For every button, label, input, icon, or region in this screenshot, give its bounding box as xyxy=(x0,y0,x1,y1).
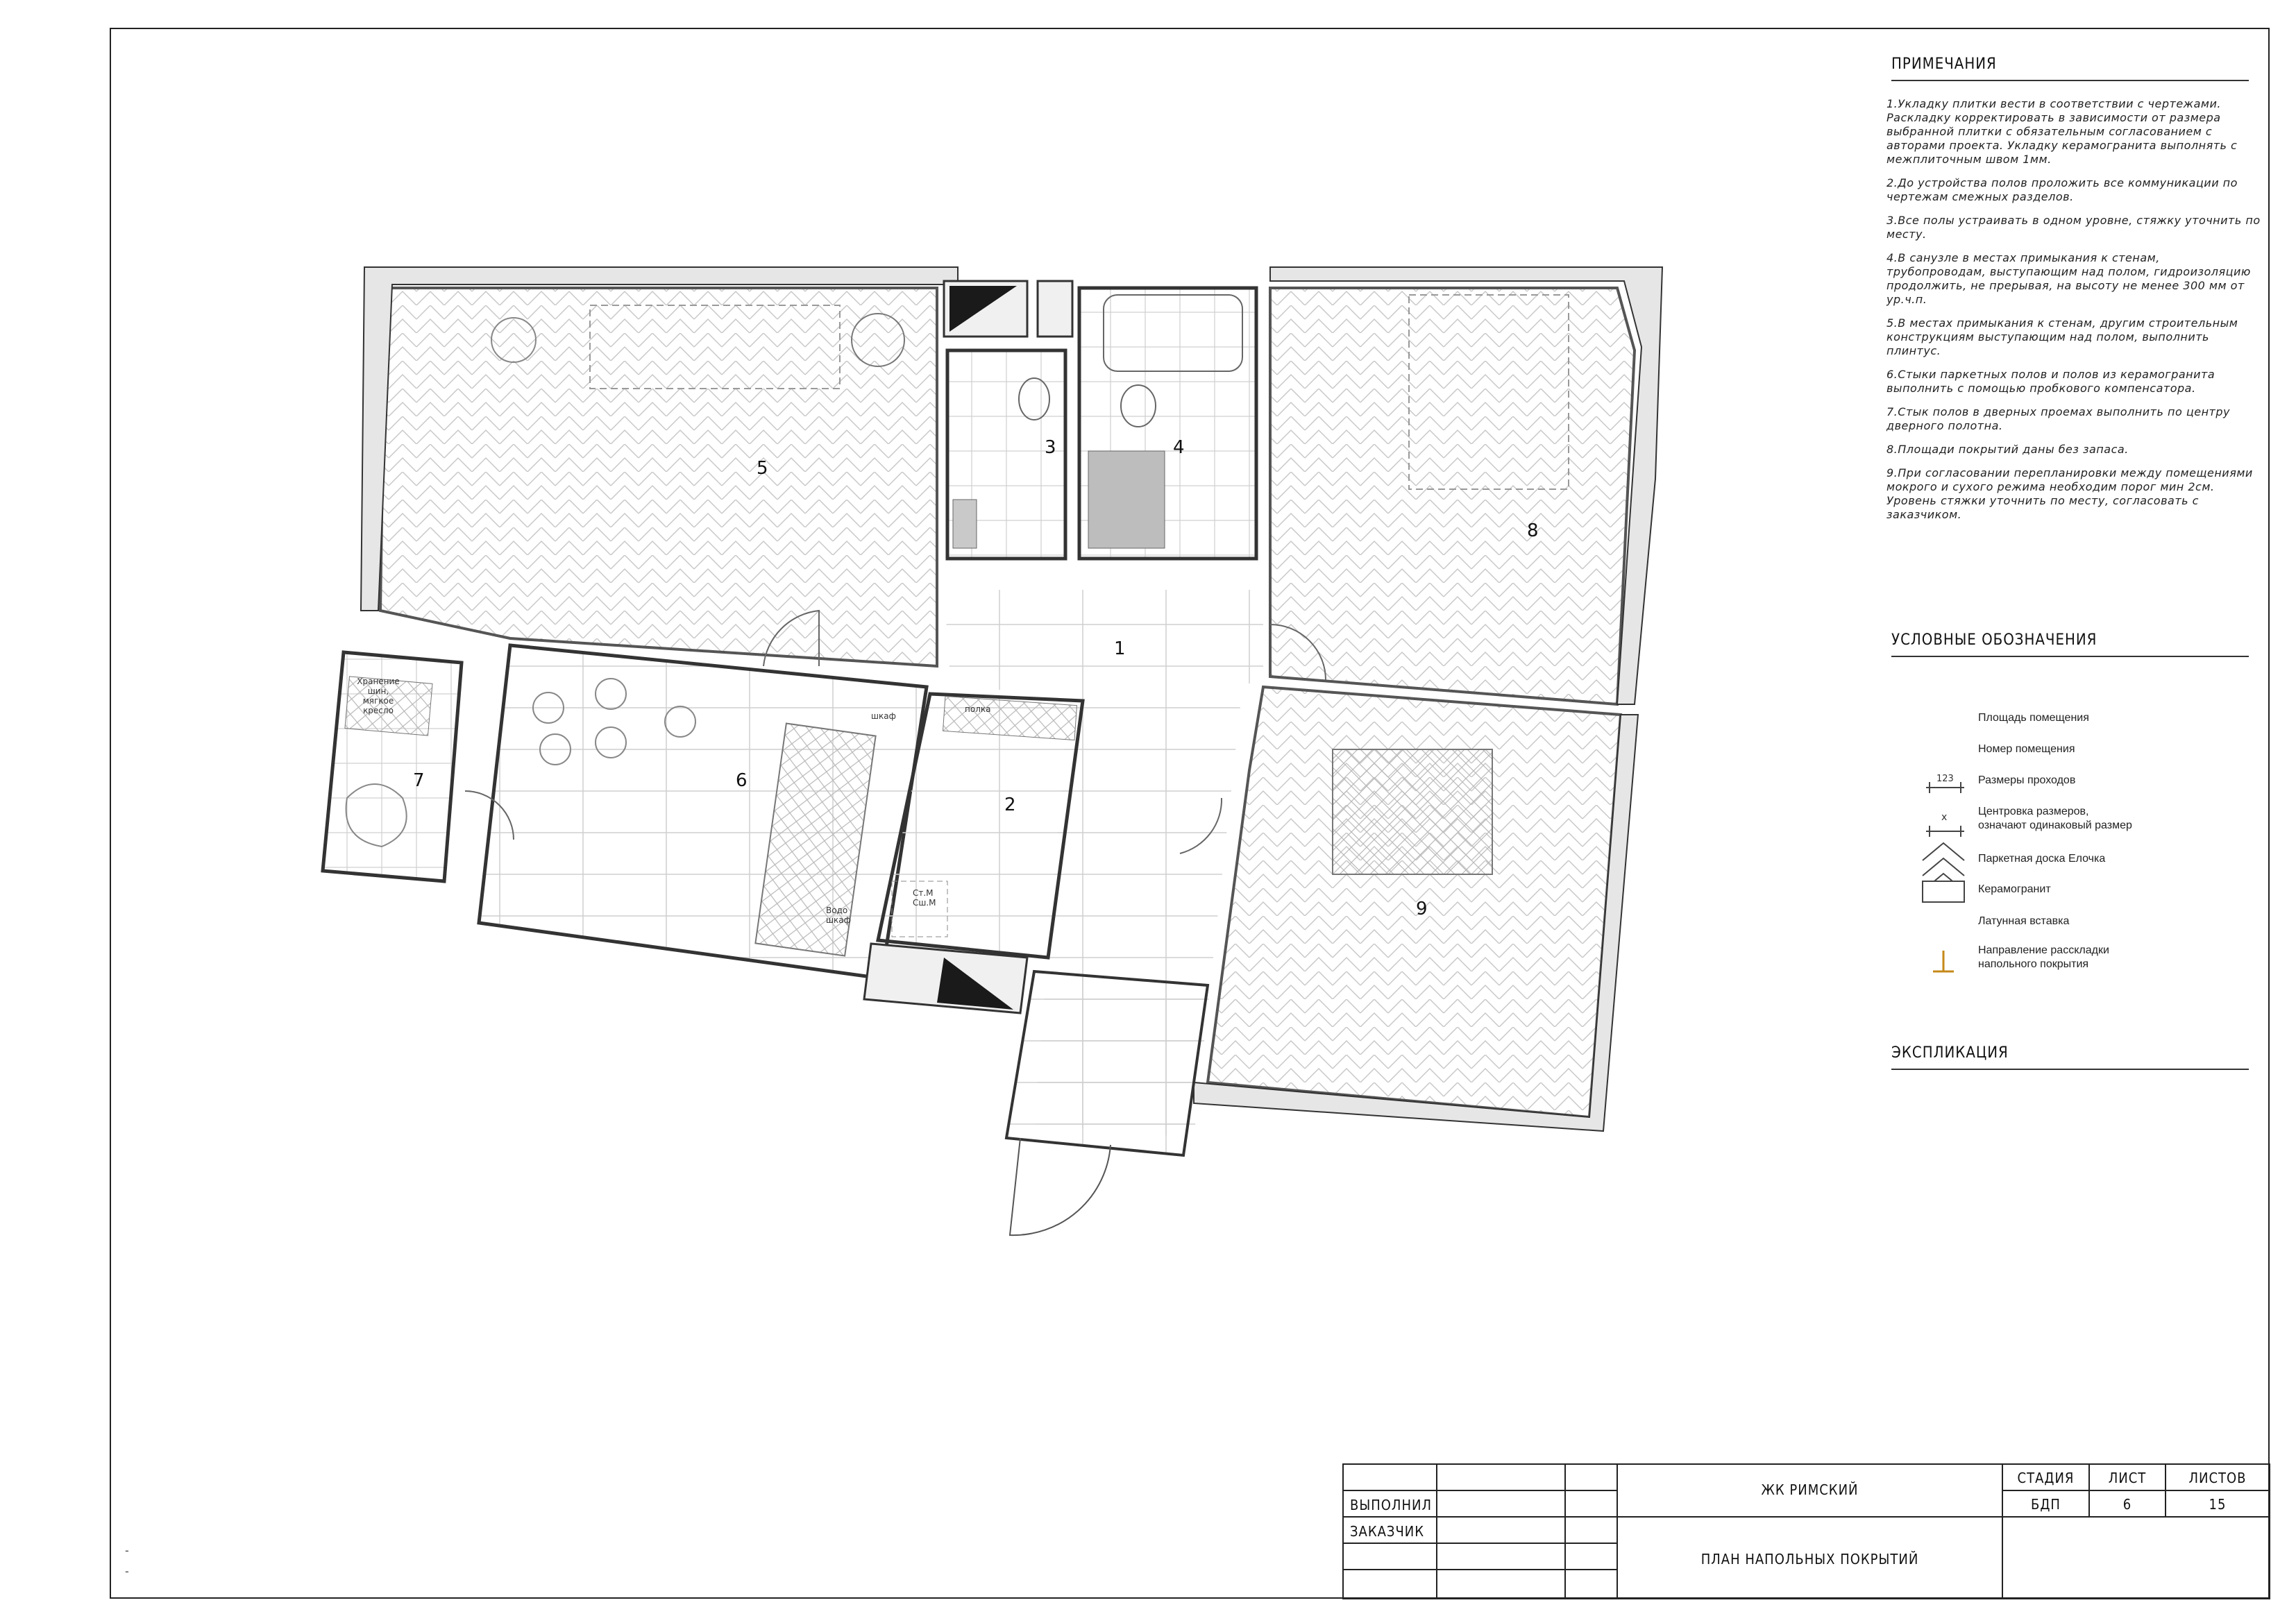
washer-label xyxy=(913,888,936,908)
waterbox-label-2: шкаф xyxy=(826,915,851,925)
storage-label-4: кресло xyxy=(363,706,394,715)
room-number-4: 4 xyxy=(1173,437,1185,458)
legend-parquet: Паркетная доска Елочка xyxy=(1978,853,2106,865)
legend-number: Номер помещения xyxy=(1978,743,2075,755)
washer-label-2: Сш.М xyxy=(913,898,936,908)
legend-centering xyxy=(1978,805,2132,833)
tb-sheet-label: ЛИСТ xyxy=(2108,1470,2147,1486)
note-6: 6.Стыки паркетных полов и полов из керамогранита выполнить с помощью пробкового компенсатора. xyxy=(1886,368,2215,395)
legend-ceramic: Керамогранит xyxy=(1978,883,2051,895)
tb-stage: БДП xyxy=(2031,1496,2061,1513)
note-4: 4.В санузле в местах примыкания к стенам, трубопроводам, выступающим над полом, гидроизоляцию продолжить, не прерывая, на высоту не менее 300 мм от ур.ч.п. xyxy=(1886,251,2251,306)
room-number-9: 9 xyxy=(1416,899,1428,919)
entrance-corridor xyxy=(1006,971,1208,1155)
legend-centering-line-2: означают одинаковый размер xyxy=(1978,819,2132,831)
niche-top-2 xyxy=(1038,281,1072,337)
legend-passages-sample: 123 xyxy=(1936,774,1954,784)
note-3: 3.Все полы устраивать в одном уровне, стяжку уточнить по месту. xyxy=(1886,214,2261,241)
bed-9-cover xyxy=(1333,749,1492,874)
room-number-5: 5 xyxy=(757,458,768,479)
notes-header-line xyxy=(1891,80,2249,81)
room-number-2: 2 xyxy=(1004,794,1016,815)
room-number-7: 7 xyxy=(413,770,425,791)
tb-sheets-label: ЛИСТОВ xyxy=(2188,1470,2247,1486)
storage-label-1: Хранение xyxy=(357,677,400,686)
room-5-floor xyxy=(380,288,937,666)
room-number-3: 3 xyxy=(1045,437,1056,458)
storage-label-3: мягкое xyxy=(362,696,394,706)
legend-header: УСЛОВНЫЕ ОБОЗНАЧЕНИЯ xyxy=(1891,631,2097,649)
room-8-floor xyxy=(1270,288,1635,704)
tb-project: ЖК РИМСКИЙ xyxy=(1761,1481,1859,1498)
legend-area: Площадь помещения xyxy=(1978,712,2089,724)
room-number-8: 8 xyxy=(1527,520,1539,541)
legend-symbols xyxy=(1923,782,1964,971)
note-1: 1.Укладку плитки вести в соответствии с чертежами. Раскладку корректировать в зависимости от размера выбранной плитки с обязательным согласованием с авторами проекта. Укладку керамогранита выполнять с межплиточным швом 1мм. xyxy=(1886,97,2238,166)
note-9: 9.При согласовании перепланировки между помещениями мокрого и сухого режима необходим порог мин 2см. Уровень стяжки уточнить по месту, согласовать с заказчиком. xyxy=(1886,466,2253,521)
note-8: 8.Площади покрытий даны без запаса. xyxy=(1886,443,2129,456)
tb-performed: ВЫПОЛНИЛ xyxy=(1350,1497,1432,1513)
tb-customer: ЗАКАЗЧИК xyxy=(1350,1523,1425,1540)
tb-sheet: 6 xyxy=(2122,1496,2132,1513)
note-7: 7.Стык полов в дверных проемах выполнить по центру дверного полотна. xyxy=(1886,405,2230,432)
legend-direction xyxy=(1978,944,2109,971)
legend-direction-line-2: напольного покрытия xyxy=(1978,958,2089,970)
legend-brass: Латунная вставка xyxy=(1978,915,2070,927)
shelf-label: полка xyxy=(965,704,991,714)
waterbox-label-1: Водо xyxy=(826,906,848,915)
notes-list xyxy=(1886,97,2261,532)
explication-header-line xyxy=(1891,1069,2249,1070)
legend-centering-line-1: Центровка размеров, xyxy=(1978,806,2089,817)
legend-header-line xyxy=(1891,656,2249,657)
notes-header: ПРИМЕЧАНИЯ xyxy=(1891,56,1997,73)
tb-stage-label: СТАДИЯ xyxy=(2017,1470,2075,1486)
storage-label xyxy=(351,677,406,715)
room-number-1: 1 xyxy=(1114,638,1126,659)
margin-mark-2: - xyxy=(125,1565,129,1578)
note-5: 5.В местах примыкания к стенам, другим строительным конструкциям выступающим над полом, выполнить плинтус. xyxy=(1886,316,2238,357)
storage-label-2: шин, xyxy=(367,686,389,696)
entrance-door-arc xyxy=(1010,1138,1111,1235)
sink-3 xyxy=(953,500,977,548)
washer-label-1: Ст.М xyxy=(913,888,934,898)
note-2: 2.До устройства полов проложить все коммуникации по чертежам смежных разделов. xyxy=(1886,176,2238,203)
legend-centering-sample: x xyxy=(1941,812,1948,823)
tb-drawing: ПЛАН НАПОЛЬНЫХ ПОКРЫТИЙ xyxy=(1700,1551,1919,1567)
margin-mark-1: - xyxy=(125,1544,129,1557)
legend-direction-line-1: Направление расскладки xyxy=(1978,944,2109,956)
legend-passages: Размеры проходов xyxy=(1978,774,2076,786)
shower-tray xyxy=(1088,451,1165,548)
room-number-6: 6 xyxy=(736,770,748,791)
cabinet-label: шкаф xyxy=(871,711,896,721)
tb-sheets: 15 xyxy=(2209,1496,2227,1513)
waterbox-label xyxy=(826,906,851,925)
explication-header: ЭКСПЛИКАЦИЯ xyxy=(1891,1044,2009,1062)
